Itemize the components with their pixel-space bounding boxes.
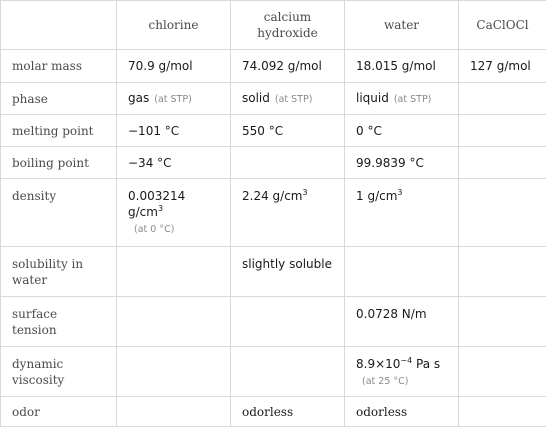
table-row [1,397,546,427]
dynamic-viscosity-water-base: 8.9×10 [356,357,400,371]
phase-water-note: (at STP) [394,94,432,105]
row-label-phase: phase [1,83,117,115]
density-chlorine-unit: g/cm [128,205,158,219]
cell-density-water [345,179,459,247]
cell-melting-point-calcium-hydroxide: 550 °C [231,115,345,147]
cell-phase-chlorine [117,83,231,115]
cell-solubility-chlorine [117,247,231,297]
column-header-chlorine: chlorine [117,1,231,50]
density-calcium-hydroxide-unit-exp: 3 [302,188,307,197]
row-label-boiling-point: boiling point [1,147,117,179]
density-calcium-hydroxide-value: 2.24 g/cm [242,189,302,203]
density-chlorine-unit-exp: 3 [158,204,163,213]
row-label-odor: odor [1,397,117,427]
phase-water-value: liquid [356,91,389,105]
corner-cell [1,1,117,50]
cell-surface-tension-calcium-hydroxide [231,297,345,347]
cell-dynamic-viscosity-water [345,347,459,397]
table-row [1,115,546,147]
column-header-calcium-hydroxide-text: calcium hydroxide [257,10,318,40]
phase-chlorine-value: gas [128,91,149,105]
phase-calcium-hydroxide-value: solid [242,91,270,105]
table-row [1,297,546,347]
cell-surface-tension-caclocl [459,297,546,347]
row-label-molar-mass: molar mass [1,50,117,83]
cell-density-chlorine [117,179,231,247]
header-row [1,1,546,50]
cell-molar-mass-caclocl: 127 g/mol [459,50,546,83]
cell-boiling-point-chlorine: −34 °C [117,147,231,179]
row-label-surface-tension: surface tension [1,297,117,347]
cell-dynamic-viscosity-caclocl [459,347,546,397]
cell-surface-tension-water: 0.0728 N/m [345,297,459,347]
table-row [1,147,546,179]
dynamic-viscosity-water-exp: −4 [400,356,412,365]
cell-molar-mass-water: 18.015 g/mol [345,50,459,83]
cell-density-calcium-hydroxide [231,179,345,247]
density-chlorine-note: (at 0 °C) [128,222,219,238]
cell-surface-tension-chlorine [117,297,231,347]
cell-molar-mass-chlorine: 70.9 g/mol [117,50,231,83]
row-label-dynamic-viscosity: dynamic viscosity [1,347,117,397]
column-header-caclocl: CaClOCl [459,1,546,50]
cell-odor-chlorine [117,397,231,427]
cell-dynamic-viscosity-calcium-hydroxide [231,347,345,397]
cell-odor-caclocl [459,397,546,427]
cell-boiling-point-calcium-hydroxide [231,147,345,179]
cell-odor-calcium-hydroxide: odorless [231,397,345,427]
density-water-value: 1 g/cm [356,189,397,203]
table-row [1,50,546,83]
phase-chlorine-note: (at STP) [154,94,192,105]
dynamic-viscosity-water-unit: Pa s [412,357,440,371]
cell-melting-point-water: 0 °C [345,115,459,147]
cell-density-caclocl [459,179,546,247]
density-water-unit-exp: 3 [397,188,402,197]
table-row [1,347,546,397]
phase-calcium-hydroxide-note: (at STP) [275,94,313,105]
row-label-solubility: solubility in water [1,247,117,297]
cell-solubility-calcium-hydroxide: slightly soluble [231,247,345,297]
row-label-melting-point: melting point [1,115,117,147]
cell-phase-caclocl [459,83,546,115]
dynamic-viscosity-water-note: (at 25 °C) [356,374,447,390]
cell-phase-calcium-hydroxide [231,83,345,115]
table-row [1,83,546,115]
cell-odor-water: odorless [345,397,459,427]
cell-molar-mass-calcium-hydroxide: 74.092 g/mol [231,50,345,83]
cell-solubility-caclocl [459,247,546,297]
table-row [1,179,546,247]
cell-boiling-point-caclocl [459,147,546,179]
column-header-water: water [345,1,459,50]
table-row [1,247,546,297]
cell-solubility-water [345,247,459,297]
column-header-calcium-hydroxide [231,1,345,50]
cell-melting-point-caclocl [459,115,546,147]
cell-dynamic-viscosity-chlorine [117,347,231,397]
density-chlorine-value: 0.003214 [128,189,185,203]
cell-boiling-point-water: 99.9839 °C [345,147,459,179]
cell-phase-water [345,83,459,115]
row-label-density: density [1,179,117,247]
cell-melting-point-chlorine: −101 °C [117,115,231,147]
